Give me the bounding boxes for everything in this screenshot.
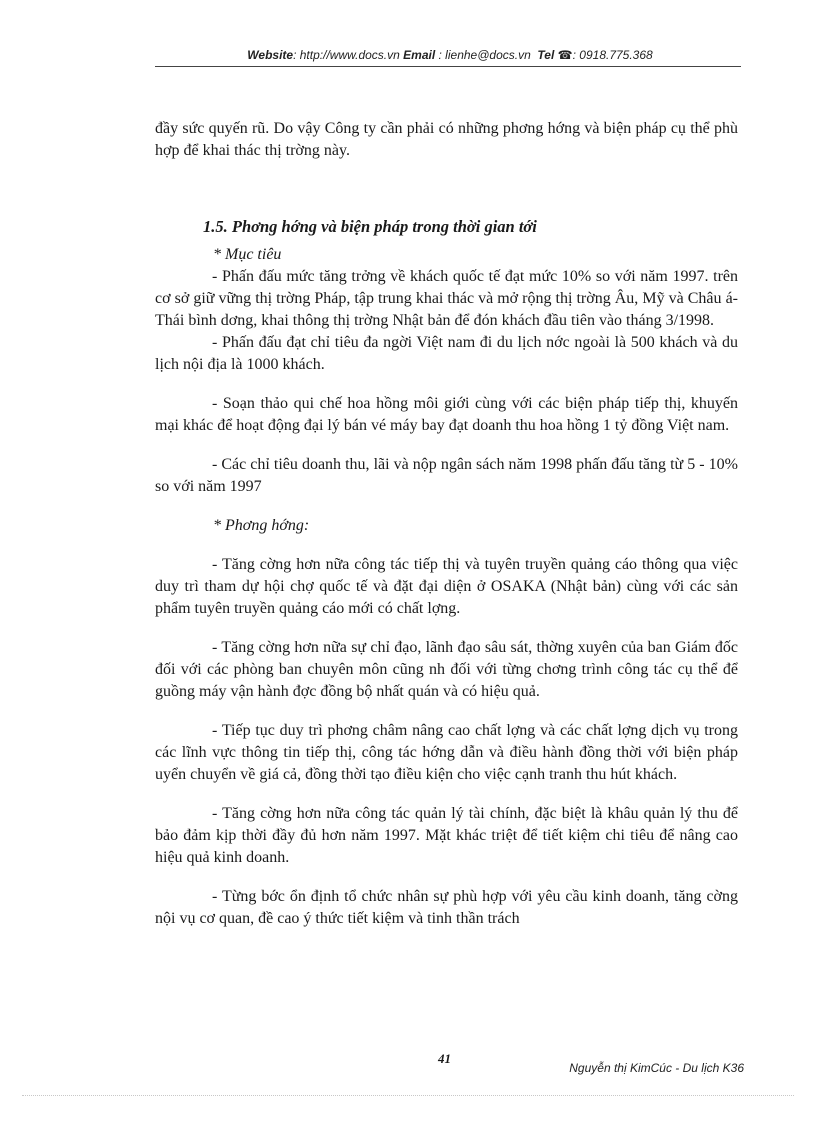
email-label: Email	[403, 48, 436, 62]
paragraph-6: - Tăng cờng hơn nữa công tác tiếp thị và tuyên truyền quảng cáo thông qua việc duy trì tham dự hội chợ quốc tế và đặt đại diện ở OSAKA (Nhật bản) cùng với các sản phẩm tuyên truyền quảng cáo mới có chất lợng.	[155, 556, 738, 617]
phone-icon: ☎	[557, 48, 573, 62]
paragraph-3: - Phấn đấu đạt chỉ tiêu đa ngời Việt nam đi du lịch nớc ngoài là 500 khách và du lịch nội địa là 1000 khách.	[155, 334, 738, 373]
footer-author: Nguyễn thị KimCúc - Du lịch K36	[569, 1061, 744, 1075]
paragraph-7: - Tăng cờng hơn nữa sự chỉ đạo, lãnh đạo sâu sát, thờng xuyên của ban Giám đốc đối với các phòng ban chuyên môn cũng nh đối với từng chơng trình công tác cụ thể để guồng máy vận hành đợc đồng bộ nhất quán và có hiệu quả.	[155, 639, 738, 700]
paragraph-4: - Soạn thảo qui chế hoa hồng môi giới cùng với các biện pháp tiếp thị, khuyến mại khác để hoạt động đại lý bán vé máy bay đạt doanh thu hoa hồng 1 tỷ đồng Việt nam.	[155, 395, 738, 434]
subheading-phuong-huong: * Phơng hớng:	[213, 517, 310, 534]
page-header	[155, 48, 745, 62]
tel-value: : 0918.775.368	[572, 48, 653, 62]
website-value: : http://www.docs.vn	[293, 48, 400, 62]
paragraph-1: đầy sức quyến rũ. Do vậy Công ty cần phải có những phơng hớng và biện pháp cụ thể phù hợp để khai thác thị trờng này.	[155, 120, 738, 159]
website-label: Website	[247, 48, 294, 62]
tel-label: Tel	[537, 48, 555, 62]
section-title: 1.5. Phơng hớng và biện pháp trong thời gian tới	[203, 217, 537, 236]
paragraph-5: - Các chỉ tiêu doanh thu, lãi và nộp ngân sách năm 1998 phấn đấu tăng từ 5 - 10% so với năm 1997	[155, 456, 738, 495]
header-divider	[155, 66, 741, 67]
paragraph-10: - Từng bớc ổn định tổ chức nhân sự phù hợp với yêu cầu kinh doanh, tăng cờng nội vụ cơ quan, đề cao ý thức tiết kiệm và tinh thần trách	[155, 888, 738, 927]
document-body	[155, 118, 738, 930]
paragraph-2: - Phấn đấu mức tăng trởng về khách quốc tế đạt mức 10% so với năm 1997. trên cơ sở giữ vững thị trờng Pháp, tập trung khai thác và mở rộng thị trờng Âu, Mỹ và Châu á-Thái bình dơng, khai thông thị trờng Nhật bản để đón khách đầu tiên vào tháng 3/1998.	[155, 268, 738, 329]
subheading-muc-tieu: * Mục tiêu	[213, 246, 282, 263]
email-value: : lienhe@docs.vn	[438, 48, 531, 62]
paragraph-9: - Tăng cờng hơn nữa công tác quản lý tài chính, đặc biệt là khâu quản lý thu để bảo đảm kịp thời đầy đủ hơn năm 1997. Mặt khác triệt để tiết kiệm chi tiêu để nâng cao hiệu quả kinh doanh.	[155, 805, 738, 866]
page-edge-line	[22, 1095, 794, 1096]
paragraph-8: - Tiếp tục duy trì phơng châm nâng cao chất lợng và các chất lợng dịch vụ trong các lĩnh vực thông tin tiếp thị, công tác hớng dẫn và điều hành đồng thời với biện pháp uyển chuyển về giá cả, đồng thời tạo điều kiện cho việc cạnh tranh thu hút khách.	[155, 722, 738, 783]
page-number: 41	[438, 1051, 451, 1066]
